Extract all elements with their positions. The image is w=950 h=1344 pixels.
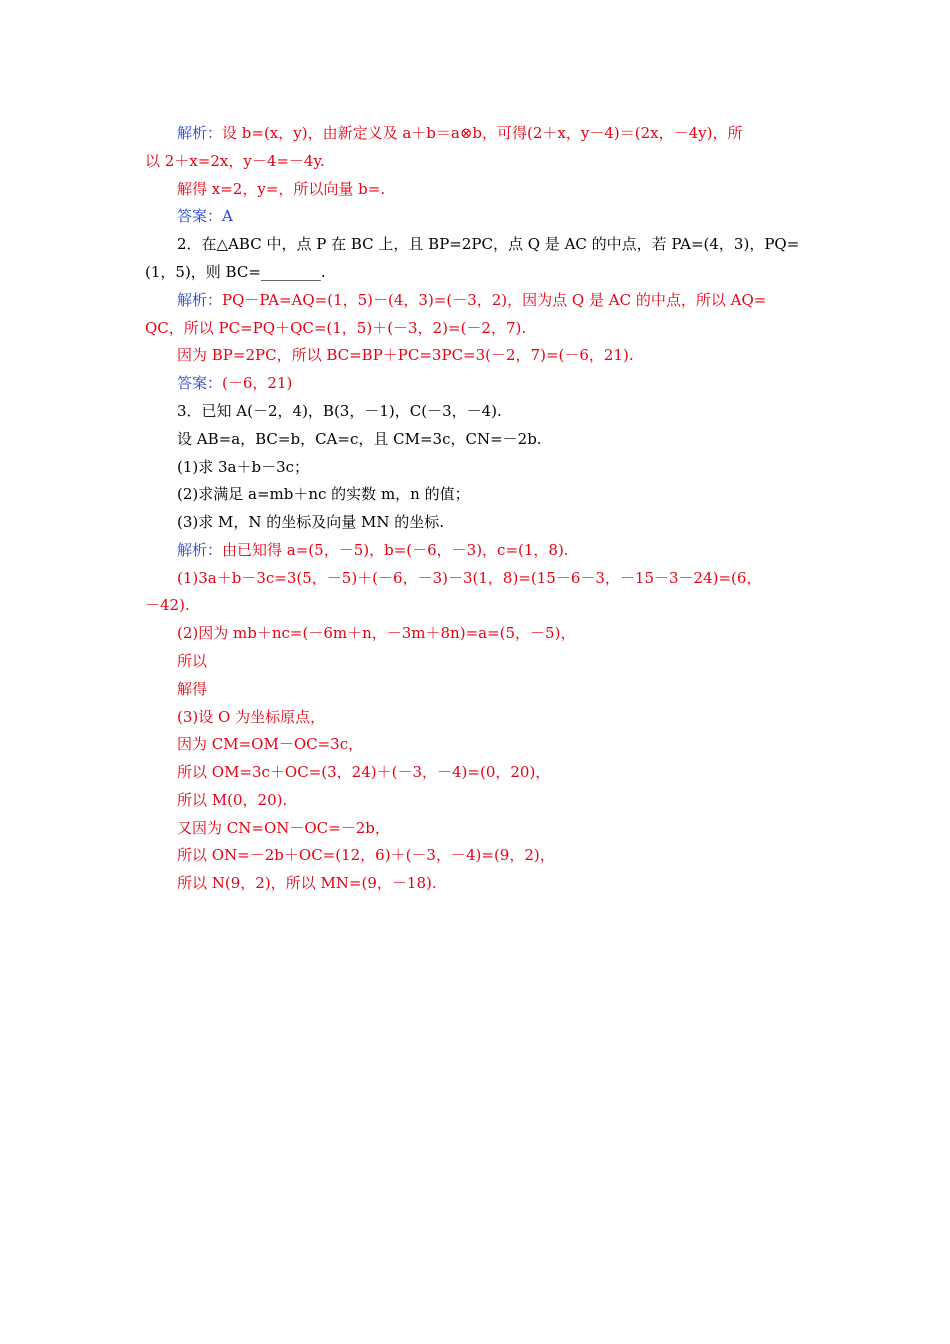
solution-3-line-10: 所以 M(0，20). [177,791,288,809]
answer-text: A [222,207,233,225]
solution-3-line-11: 又因为 CN=ON－OC=－2b， [177,819,390,837]
question-2-line-2: (1，5)，则 BC=________. [145,263,326,281]
solution-3-line-9: 所以 OM=3c＋OC=(3，24)＋(－3，－4)=(0，20)， [177,763,551,781]
solution-1-line-1 [177,123,742,143]
question-3-part-3: (3)求 M，N 的坐标及向量 MN 的坐标. [177,513,445,531]
question-3-part-2: (2)求满足 a=mb＋nc 的实数 m，n 的值； [177,485,470,503]
solution-3-line-1 [177,540,569,560]
answer-text: (－6，21) [222,374,293,392]
solution-3-line-8: 因为 CM=OM－OC=3c， [177,735,364,753]
answer-1 [177,206,233,226]
answer-2 [177,373,292,393]
solution-2-line-3: 因为 BP=2PC，所以 BC=BP＋PC=3PC=3(－2，7)=(－6，21). [177,346,634,364]
solution-text: 设 b=(x，y)，由新定义及 a＋b＝a⊗b，可得(2＋x，y－4)＝(2x，－4y)，所 [222,124,743,142]
solution-text: 由已知得 a=(5，－5)，b=(－6，－3)，c=(1，8). [222,541,569,559]
solution-3-line-12: 所以 ON=－2b＋OC=(12，6)＋(－3，－4)=(9，2)， [177,846,555,864]
answer-label: 答案： [177,207,223,225]
solution-3-line-13: 所以 N(9，2)，所以 MN=(9，－18). [177,874,437,892]
solution-3-line-4: (2)因为 mb＋nc=(－6m＋n，－3m＋8n)=a=(5，－5)， [177,624,576,642]
solution-1-line-2: 以 2＋x=2x，y－4=－4y. [145,152,325,170]
solution-label: 解析： [177,124,223,142]
solution-2-line-1 [177,290,766,310]
question-3-line-2: 设 AB=a，BC=b，CA=c，且 CM=3c，CN=－2b. [177,430,542,448]
solution-label: 解析： [177,541,223,559]
solution-3-line-6: 解得 [177,680,208,698]
solution-label: 解析： [177,291,223,309]
question-3-line-1: 3．已知 A(－2，4)，B(3，－1)，C(－3，－4). [177,402,502,420]
solution-3-line-5: 所以 [177,652,208,670]
solution-1-line-3: 解得 x=2，y=，所以向量 b=. [177,180,386,198]
question-2-line-1: 2．在△ABC 中，点 P 在 BC 上，且 BP=2PC，点 Q 是 AC 的中点，若 PA=(4，3)，PQ= [177,235,800,253]
question-3-part-1: (1)求 3a＋b－3c； [177,458,310,476]
solution-3-line-2: (1)3a＋b－3c=3(5，－5)＋(－6，－3)－3(1，8)=(15－6－3，－15－3－24)=(6， [177,569,762,587]
solution-text: PQ－PA=AQ=(1，5)－(4，3)=(－3，2)，因为点 Q 是 AC 的中点，所以 AQ= [222,291,767,309]
answer-label: 答案： [177,374,223,392]
solution-3-line-3: －42). [145,596,190,614]
solution-2-line-2: QC，所以 PC=PQ＋QC=(1，5)＋(－3，2)=(－2，7). [145,319,527,337]
solution-3-line-7: (3)设 O 为坐标原点， [177,708,326,726]
